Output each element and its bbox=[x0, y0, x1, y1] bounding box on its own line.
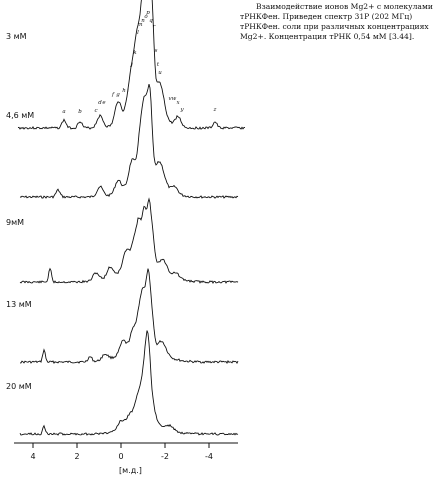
peak-label: p bbox=[146, 10, 150, 16]
peak-label: u bbox=[158, 70, 162, 76]
series-label: 4,6 мМ bbox=[6, 111, 35, 120]
peak-label: f bbox=[111, 92, 115, 98]
peak-label: j bbox=[131, 62, 133, 68]
series-label: 9мМ bbox=[6, 218, 25, 227]
peak-label: h bbox=[122, 88, 126, 94]
peak-label: s bbox=[154, 48, 158, 54]
x-tick-label: -4 bbox=[205, 452, 213, 461]
peak-label: a bbox=[62, 109, 66, 115]
spectrum-trace-3 bbox=[20, 199, 238, 283]
peak-label: z bbox=[213, 107, 217, 113]
caption-text: Взаимодействие ионов Mg2+ с молекулами тРНКФен. Приведен спектр 31Р (202 МГц) тРНКФен. соли при различных концентрациях Mg2+. Концентрация тРНК 0,54 мМ [3.44]. bbox=[240, 2, 433, 41]
spectrum-trace-2 bbox=[20, 84, 238, 198]
peak-label: n bbox=[141, 18, 145, 24]
peak-label: i bbox=[127, 88, 129, 94]
peak-label: l bbox=[137, 30, 139, 36]
x-axis-unit: [м.д.] bbox=[119, 466, 142, 475]
peak-label: q bbox=[149, 18, 153, 24]
peak-label: x bbox=[176, 100, 180, 106]
peak-label: m bbox=[137, 22, 143, 28]
peak-label: e bbox=[102, 100, 106, 106]
peak-label: r bbox=[152, 24, 156, 30]
series-label: 3 мМ bbox=[6, 32, 27, 41]
x-axis bbox=[14, 443, 238, 448]
series-label: 13 мМ bbox=[6, 300, 32, 309]
peak-label: w bbox=[171, 96, 177, 102]
x-tick-label: -2 bbox=[161, 452, 169, 461]
peak-label: g bbox=[116, 92, 120, 98]
series-label: 20 мМ bbox=[6, 382, 32, 391]
peak-label: b bbox=[78, 109, 82, 115]
peak-label: y bbox=[180, 107, 184, 113]
peak-label: o bbox=[144, 14, 148, 20]
peak-label: t bbox=[156, 62, 160, 68]
x-tick-label: 2 bbox=[74, 452, 80, 461]
peak-label: d bbox=[98, 100, 102, 106]
spectrum-trace-5 bbox=[20, 331, 238, 436]
peak-label: c bbox=[94, 108, 98, 114]
peak-label: k bbox=[133, 50, 137, 56]
x-tick-label: 4 bbox=[30, 452, 36, 461]
peak-label: v bbox=[168, 96, 172, 102]
x-tick-label: 0 bbox=[118, 452, 124, 461]
